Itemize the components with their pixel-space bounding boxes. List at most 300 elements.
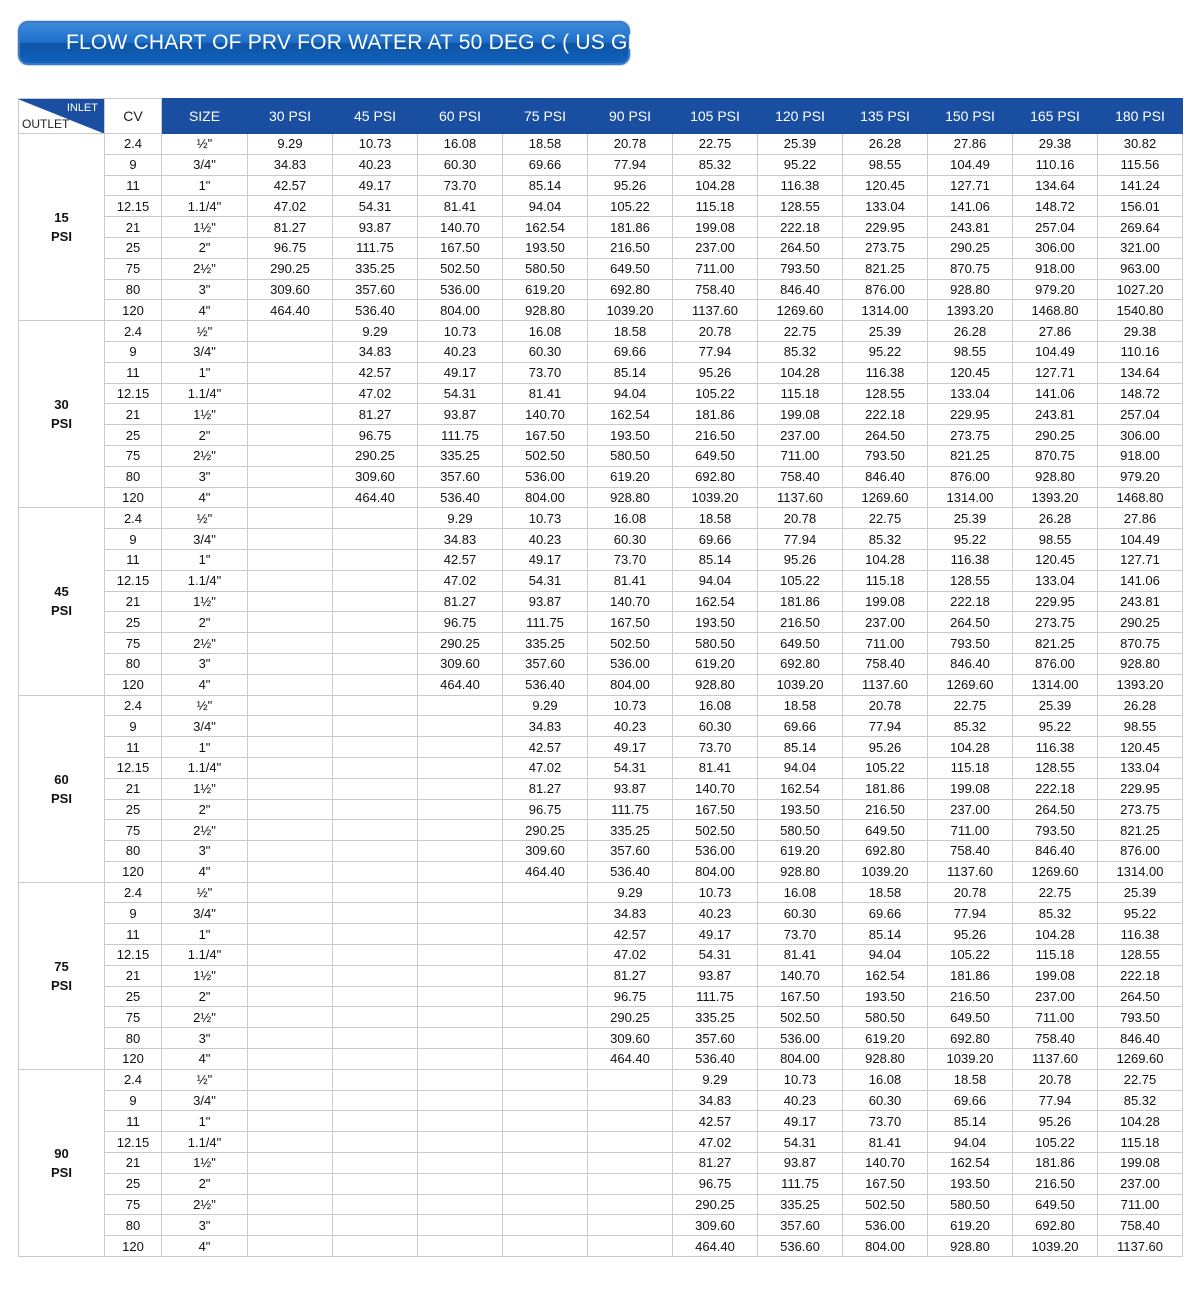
flow-value-cell: 237.00 bbox=[843, 612, 928, 633]
inlet-pressure-header: 45 PSI bbox=[333, 99, 418, 134]
flow-value-cell: 1269.60 bbox=[758, 300, 843, 321]
size-cell: 1" bbox=[162, 362, 248, 383]
flow-value-cell: 502.50 bbox=[418, 258, 503, 279]
flow-value-cell: 649.50 bbox=[673, 445, 758, 466]
flow-value-cell bbox=[333, 757, 418, 778]
flow-value-cell: 104.49 bbox=[928, 154, 1013, 175]
flow-value-cell: 502.50 bbox=[673, 820, 758, 841]
flow-value-cell: 116.38 bbox=[928, 549, 1013, 570]
flow-value-cell: 54.31 bbox=[758, 1132, 843, 1153]
cv-cell: 80 bbox=[105, 1215, 162, 1236]
flow-value-cell: 60.30 bbox=[588, 529, 673, 550]
flow-value-cell bbox=[418, 1132, 503, 1153]
flow-value-cell: 60.30 bbox=[758, 903, 843, 924]
flow-value-cell: 105.22 bbox=[843, 757, 928, 778]
cv-cell: 9 bbox=[105, 716, 162, 737]
flow-value-cell: 10.73 bbox=[418, 321, 503, 342]
flow-value-cell: 309.60 bbox=[503, 841, 588, 862]
cv-cell: 120 bbox=[105, 1236, 162, 1257]
flow-value-cell bbox=[333, 861, 418, 882]
flow-value-cell bbox=[248, 1173, 333, 1194]
table-row bbox=[19, 1153, 1183, 1174]
flow-value-cell: 111.75 bbox=[588, 799, 673, 820]
flow-value-cell: 229.95 bbox=[843, 217, 928, 238]
inlet-pressure-header: 90 PSI bbox=[588, 99, 673, 134]
flow-value-cell bbox=[418, 945, 503, 966]
size-cell: ½" bbox=[162, 134, 248, 155]
flow-value-cell: 309.60 bbox=[248, 279, 333, 300]
outlet-pressure-value: 90 bbox=[54, 1145, 69, 1161]
flow-value-cell bbox=[248, 404, 333, 425]
flow-value-cell: 111.75 bbox=[758, 1173, 843, 1194]
flow-value-cell: 1393.20 bbox=[928, 300, 1013, 321]
outlet-pressure-unit: PSI bbox=[51, 603, 72, 619]
table-row bbox=[19, 1111, 1183, 1132]
flow-value-cell: 18.58 bbox=[843, 882, 928, 903]
flow-value-cell: 928.80 bbox=[588, 487, 673, 508]
flow-value-cell: 536.00 bbox=[673, 841, 758, 862]
cv-cell: 80 bbox=[105, 841, 162, 862]
flow-value-cell: 979.20 bbox=[1013, 279, 1098, 300]
outlet-pressure-unit: PSI bbox=[51, 1164, 72, 1180]
flow-value-cell: 18.58 bbox=[758, 695, 843, 716]
flow-value-cell: 95.22 bbox=[928, 529, 1013, 550]
flow-value-cell: 793.50 bbox=[1098, 1007, 1183, 1028]
flow-value-cell: 1039.20 bbox=[1013, 1236, 1098, 1257]
flow-value-cell: 1137.60 bbox=[758, 487, 843, 508]
flow-value-cell: 1540.80 bbox=[1098, 300, 1183, 321]
flow-value-cell: 928.80 bbox=[928, 1236, 1013, 1257]
flow-value-cell: 42.57 bbox=[503, 737, 588, 758]
flow-value-cell: 22.75 bbox=[673, 134, 758, 155]
flow-value-cell: 141.06 bbox=[928, 196, 1013, 217]
flow-value-cell: 20.78 bbox=[758, 508, 843, 529]
flow-value-cell: 73.70 bbox=[758, 924, 843, 945]
flow-value-cell: 81.41 bbox=[758, 945, 843, 966]
table-row bbox=[19, 425, 1183, 446]
flow-value-cell: 47.02 bbox=[588, 945, 673, 966]
flow-value-cell: 264.50 bbox=[843, 425, 928, 446]
flow-value-cell bbox=[588, 1173, 673, 1194]
flow-value-cell: 876.00 bbox=[1098, 841, 1183, 862]
flow-value-cell bbox=[418, 1049, 503, 1070]
flow-value-cell: 94.04 bbox=[928, 1132, 1013, 1153]
size-cell: 2½" bbox=[162, 445, 248, 466]
cv-cell: 25 bbox=[105, 237, 162, 258]
flow-value-cell: 928.80 bbox=[843, 1049, 928, 1070]
flow-value-cell: 104.28 bbox=[1098, 1111, 1183, 1132]
flow-value-cell: 77.94 bbox=[843, 716, 928, 737]
table-row bbox=[19, 341, 1183, 362]
flow-value-cell: 290.25 bbox=[248, 258, 333, 279]
flow-value-cell: 69.66 bbox=[503, 154, 588, 175]
flow-value-cell: 128.55 bbox=[928, 570, 1013, 591]
flow-value-cell: 95.26 bbox=[758, 549, 843, 570]
flow-value-cell: 1027.20 bbox=[1098, 279, 1183, 300]
inlet-pressure-header: 120 PSI bbox=[758, 99, 843, 134]
flow-value-cell: 105.22 bbox=[588, 196, 673, 217]
flow-value-cell: 804.00 bbox=[758, 1049, 843, 1070]
flow-value-cell: 1039.20 bbox=[843, 861, 928, 882]
flow-value-cell: 649.50 bbox=[588, 258, 673, 279]
flow-value-cell bbox=[248, 861, 333, 882]
table-row bbox=[19, 1215, 1183, 1236]
flow-value-cell: 758.40 bbox=[673, 279, 758, 300]
flow-value-cell bbox=[333, 653, 418, 674]
flow-value-cell: 25.39 bbox=[758, 134, 843, 155]
cv-cell: 75 bbox=[105, 820, 162, 841]
inlet-pressure-header: 30 PSI bbox=[248, 99, 333, 134]
flow-value-cell: 269.64 bbox=[1098, 217, 1183, 238]
table-row bbox=[19, 924, 1183, 945]
flow-value-cell: 29.38 bbox=[1013, 134, 1098, 155]
flow-value-cell: 199.08 bbox=[758, 404, 843, 425]
flow-value-cell: 619.20 bbox=[758, 841, 843, 862]
flow-value-cell: 846.40 bbox=[1013, 841, 1098, 862]
flow-value-cell: 846.40 bbox=[928, 653, 1013, 674]
flow-value-cell: 876.00 bbox=[843, 279, 928, 300]
flow-value-cell bbox=[248, 633, 333, 654]
flow-value-cell: 81.27 bbox=[588, 965, 673, 986]
flow-value-cell bbox=[248, 716, 333, 737]
flow-value-cell: 580.50 bbox=[843, 1007, 928, 1028]
flow-value-cell bbox=[248, 1132, 333, 1153]
size-cell: 3" bbox=[162, 841, 248, 862]
flow-value-cell: 16.08 bbox=[758, 882, 843, 903]
size-cell: 3" bbox=[162, 279, 248, 300]
inlet-pressure-header: 150 PSI bbox=[928, 99, 1013, 134]
size-cell: 3/4" bbox=[162, 154, 248, 175]
flow-value-cell: 793.50 bbox=[928, 633, 1013, 654]
flow-value-cell: 69.66 bbox=[588, 341, 673, 362]
flow-value-cell: 115.18 bbox=[1098, 1132, 1183, 1153]
size-cell: 3/4" bbox=[162, 341, 248, 362]
flow-value-cell bbox=[248, 799, 333, 820]
flow-value-cell: 16.08 bbox=[418, 134, 503, 155]
flow-value-cell bbox=[333, 612, 418, 633]
flow-value-cell: 536.00 bbox=[588, 653, 673, 674]
flow-value-cell: 60.30 bbox=[843, 1090, 928, 1111]
cv-cell: 2.4 bbox=[105, 134, 162, 155]
flow-value-cell: 128.55 bbox=[1098, 945, 1183, 966]
size-cell: 2" bbox=[162, 612, 248, 633]
flow-value-cell: 711.00 bbox=[673, 258, 758, 279]
flow-value-cell bbox=[333, 716, 418, 737]
cv-cell: 120 bbox=[105, 300, 162, 321]
flow-value-cell: 306.00 bbox=[1098, 425, 1183, 446]
size-cell: 3/4" bbox=[162, 529, 248, 550]
table-row bbox=[19, 695, 1183, 716]
flow-value-cell: 27.86 bbox=[928, 134, 1013, 155]
flow-value-cell bbox=[418, 882, 503, 903]
flow-value-cell: 60.30 bbox=[673, 716, 758, 737]
flow-value-cell: 793.50 bbox=[843, 445, 928, 466]
flow-value-cell: 69.66 bbox=[758, 716, 843, 737]
table-row bbox=[19, 1132, 1183, 1153]
flow-value-cell bbox=[418, 737, 503, 758]
flow-value-cell: 18.58 bbox=[928, 1069, 1013, 1090]
flow-value-cell: 20.78 bbox=[1013, 1069, 1098, 1090]
flow-value-cell: 357.60 bbox=[333, 279, 418, 300]
flow-value-cell: 464.40 bbox=[503, 861, 588, 882]
cv-cell: 21 bbox=[105, 591, 162, 612]
flow-value-cell bbox=[333, 549, 418, 570]
flow-value-cell bbox=[333, 508, 418, 529]
flow-value-cell: 793.50 bbox=[758, 258, 843, 279]
cv-cell: 80 bbox=[105, 653, 162, 674]
flow-value-cell: 10.73 bbox=[758, 1069, 843, 1090]
flow-value-cell: 321.00 bbox=[1098, 237, 1183, 258]
table-row bbox=[19, 612, 1183, 633]
flow-value-cell bbox=[333, 1028, 418, 1049]
flow-value-cell: 95.26 bbox=[1013, 1111, 1098, 1132]
flow-value-cell: 649.50 bbox=[843, 820, 928, 841]
inlet-pressure-header: 165 PSI bbox=[1013, 99, 1098, 134]
flow-value-cell bbox=[333, 945, 418, 966]
table-row bbox=[19, 1090, 1183, 1111]
table-row bbox=[19, 778, 1183, 799]
table-row bbox=[19, 737, 1183, 758]
flow-value-cell: 502.50 bbox=[758, 1007, 843, 1028]
flow-value-cell bbox=[418, 1069, 503, 1090]
inlet-pressure-header: 60 PSI bbox=[418, 99, 503, 134]
flow-value-cell: 40.23 bbox=[758, 1090, 843, 1111]
flow-value-cell: 619.20 bbox=[928, 1215, 1013, 1236]
flow-value-cell bbox=[588, 1111, 673, 1132]
flow-value-cell bbox=[248, 945, 333, 966]
cv-cell: 25 bbox=[105, 612, 162, 633]
flow-value-cell: 73.70 bbox=[503, 362, 588, 383]
flow-value-cell: 928.80 bbox=[1098, 653, 1183, 674]
flow-value-cell bbox=[248, 986, 333, 1007]
flow-value-cell: 128.55 bbox=[758, 196, 843, 217]
table-row bbox=[19, 1049, 1183, 1070]
flow-value-cell: 104.28 bbox=[928, 737, 1013, 758]
table-row bbox=[19, 1194, 1183, 1215]
flow-value-cell: 216.50 bbox=[673, 425, 758, 446]
flow-value-cell bbox=[418, 1111, 503, 1132]
flow-value-cell: 115.18 bbox=[1013, 945, 1098, 966]
flow-value-cell: 18.58 bbox=[503, 134, 588, 155]
flow-value-cell: 1393.20 bbox=[1013, 487, 1098, 508]
flow-value-cell: 27.86 bbox=[1013, 321, 1098, 342]
flow-value-cell bbox=[418, 1007, 503, 1028]
flow-value-cell: 134.64 bbox=[1013, 175, 1098, 196]
flow-value-cell: 199.08 bbox=[1013, 965, 1098, 986]
flow-value-cell bbox=[333, 674, 418, 695]
flow-value-cell bbox=[588, 1194, 673, 1215]
flow-value-cell: 54.31 bbox=[673, 945, 758, 966]
corner-header bbox=[19, 99, 105, 134]
table-row bbox=[19, 466, 1183, 487]
flow-value-cell bbox=[248, 591, 333, 612]
flow-value-cell: 290.25 bbox=[1098, 612, 1183, 633]
flow-value-cell: 876.00 bbox=[928, 466, 1013, 487]
flow-value-cell: 229.95 bbox=[1098, 778, 1183, 799]
flow-value-cell bbox=[333, 1111, 418, 1132]
flow-value-cell: 502.50 bbox=[588, 633, 673, 654]
flow-value-cell: 1314.00 bbox=[843, 300, 928, 321]
flow-value-cell: 54.31 bbox=[418, 383, 503, 404]
flow-value-cell: 141.06 bbox=[1013, 383, 1098, 404]
size-cell: 2½" bbox=[162, 820, 248, 841]
flow-value-cell: 692.80 bbox=[843, 841, 928, 862]
flow-value-cell bbox=[503, 1153, 588, 1174]
flow-value-cell: 1314.00 bbox=[928, 487, 1013, 508]
flow-value-cell: 140.70 bbox=[588, 591, 673, 612]
table-row bbox=[19, 383, 1183, 404]
flow-value-cell bbox=[333, 1153, 418, 1174]
flow-value-cell bbox=[248, 653, 333, 674]
flow-value-cell: 140.70 bbox=[673, 778, 758, 799]
size-cell: 4" bbox=[162, 1049, 248, 1070]
flow-value-cell bbox=[248, 1090, 333, 1111]
flow-value-cell: 77.94 bbox=[673, 341, 758, 362]
flow-value-cell: 156.01 bbox=[1098, 196, 1183, 217]
flow-value-cell: 290.25 bbox=[928, 237, 1013, 258]
outlet-pressure-cell bbox=[19, 1069, 105, 1256]
flow-value-cell: 193.50 bbox=[843, 986, 928, 1007]
cv-cell: 21 bbox=[105, 217, 162, 238]
flow-value-cell: 148.72 bbox=[1098, 383, 1183, 404]
flow-value-cell: 167.50 bbox=[588, 612, 673, 633]
flow-value-cell bbox=[248, 820, 333, 841]
flow-value-cell: 96.75 bbox=[333, 425, 418, 446]
table-row bbox=[19, 508, 1183, 529]
flow-value-cell: 692.80 bbox=[928, 1028, 1013, 1049]
flow-value-cell bbox=[248, 1215, 333, 1236]
size-cell: 1.1/4" bbox=[162, 945, 248, 966]
flow-value-cell: 821.25 bbox=[928, 445, 1013, 466]
flow-value-cell bbox=[503, 1007, 588, 1028]
flow-value-cell bbox=[418, 1173, 503, 1194]
flow-value-cell: 26.28 bbox=[1098, 695, 1183, 716]
flow-value-cell: 81.41 bbox=[673, 757, 758, 778]
table-row bbox=[19, 258, 1183, 279]
flow-value-cell: 104.28 bbox=[758, 362, 843, 383]
flow-value-cell: 96.75 bbox=[673, 1173, 758, 1194]
cv-cell: 2.4 bbox=[105, 1069, 162, 1090]
cv-cell: 75 bbox=[105, 1194, 162, 1215]
page-title: FLOW CHART OF PRV FOR WATER AT 50 DEG C ( US GPM ) bbox=[18, 21, 630, 65]
cv-cell: 21 bbox=[105, 965, 162, 986]
cv-cell: 75 bbox=[105, 258, 162, 279]
flow-value-cell: 1468.80 bbox=[1013, 300, 1098, 321]
flow-value-cell bbox=[503, 1173, 588, 1194]
flow-value-cell bbox=[588, 1153, 673, 1174]
flow-value-cell: 22.75 bbox=[1098, 1069, 1183, 1090]
flow-value-cell: 81.27 bbox=[673, 1153, 758, 1174]
flow-value-cell: 536.60 bbox=[758, 1236, 843, 1257]
cv-cell: 120 bbox=[105, 674, 162, 695]
flow-value-cell: 821.25 bbox=[1098, 820, 1183, 841]
flow-value-cell: 81.27 bbox=[503, 778, 588, 799]
flow-value-cell: 60.30 bbox=[418, 154, 503, 175]
table-row bbox=[19, 903, 1183, 924]
flow-value-cell bbox=[418, 861, 503, 882]
cv-cell: 25 bbox=[105, 799, 162, 820]
table-row bbox=[19, 570, 1183, 591]
flow-value-cell bbox=[418, 903, 503, 924]
flow-value-cell: 870.75 bbox=[1098, 633, 1183, 654]
flow-value-cell: 181.86 bbox=[588, 217, 673, 238]
flow-value-cell: 257.04 bbox=[1013, 217, 1098, 238]
flow-value-cell: 77.94 bbox=[928, 903, 1013, 924]
size-cell: 2½" bbox=[162, 258, 248, 279]
cv-cell: 75 bbox=[105, 445, 162, 466]
flow-value-cell: 27.86 bbox=[1098, 508, 1183, 529]
cv-cell: 21 bbox=[105, 1153, 162, 1174]
flow-value-cell: 758.40 bbox=[1013, 1028, 1098, 1049]
flow-value-cell: 69.66 bbox=[673, 529, 758, 550]
flow-value-cell: 85.14 bbox=[758, 737, 843, 758]
flow-value-cell bbox=[333, 841, 418, 862]
flow-value-cell: 290.25 bbox=[1013, 425, 1098, 446]
flow-value-cell: 95.26 bbox=[673, 362, 758, 383]
flow-table bbox=[18, 98, 1183, 1257]
flow-value-cell: 1137.60 bbox=[843, 674, 928, 695]
flow-value-cell: 77.94 bbox=[758, 529, 843, 550]
flow-value-cell bbox=[333, 882, 418, 903]
flow-value-cell: 104.28 bbox=[673, 175, 758, 196]
flow-value-cell bbox=[503, 986, 588, 1007]
inlet-pressure-header: 105 PSI bbox=[673, 99, 758, 134]
flow-value-cell: 34.83 bbox=[588, 903, 673, 924]
flow-value-cell: 141.24 bbox=[1098, 175, 1183, 196]
flow-value-cell: 536.40 bbox=[588, 861, 673, 882]
flow-value-cell bbox=[588, 1090, 673, 1111]
flow-value-cell: 804.00 bbox=[503, 487, 588, 508]
flow-value-cell: 85.32 bbox=[1098, 1090, 1183, 1111]
table-row bbox=[19, 820, 1183, 841]
cv-cell: 2.4 bbox=[105, 321, 162, 342]
flow-value-cell: 110.16 bbox=[1098, 341, 1183, 362]
flow-value-cell: 290.25 bbox=[588, 1007, 673, 1028]
flow-value-cell bbox=[248, 757, 333, 778]
inlet-label: INLET bbox=[66, 102, 98, 114]
flow-value-cell bbox=[588, 1236, 673, 1257]
flow-value-cell: 464.40 bbox=[248, 300, 333, 321]
flow-value-cell: 47.02 bbox=[503, 757, 588, 778]
flow-value-cell: 85.32 bbox=[843, 529, 928, 550]
flow-value-cell: 290.25 bbox=[333, 445, 418, 466]
cv-cell: 11 bbox=[105, 175, 162, 196]
flow-value-cell bbox=[248, 1111, 333, 1132]
flow-value-cell: 193.50 bbox=[673, 612, 758, 633]
outlet-pressure-unit: PSI bbox=[51, 416, 72, 432]
flow-value-cell: 9.29 bbox=[333, 321, 418, 342]
cv-cell: 11 bbox=[105, 737, 162, 758]
table-row bbox=[19, 633, 1183, 654]
flow-value-cell bbox=[588, 1132, 673, 1153]
outlet-pressure-unit: PSI bbox=[51, 229, 72, 245]
flow-value-cell: 85.14 bbox=[673, 549, 758, 570]
flow-value-cell: 758.40 bbox=[758, 466, 843, 487]
flow-value-cell: 49.17 bbox=[503, 549, 588, 570]
outlet-pressure-value: 60 bbox=[54, 771, 69, 787]
flow-value-cell: 222.18 bbox=[928, 591, 1013, 612]
flow-value-cell bbox=[418, 1090, 503, 1111]
table-row bbox=[19, 591, 1183, 612]
flow-value-cell bbox=[333, 820, 418, 841]
flow-value-cell: 804.00 bbox=[673, 861, 758, 882]
flow-value-cell: 85.32 bbox=[673, 154, 758, 175]
table-row bbox=[19, 529, 1183, 550]
flow-value-cell bbox=[503, 945, 588, 966]
flow-value-cell: 290.25 bbox=[418, 633, 503, 654]
size-cell: 2½" bbox=[162, 1007, 248, 1028]
flow-value-cell bbox=[418, 757, 503, 778]
